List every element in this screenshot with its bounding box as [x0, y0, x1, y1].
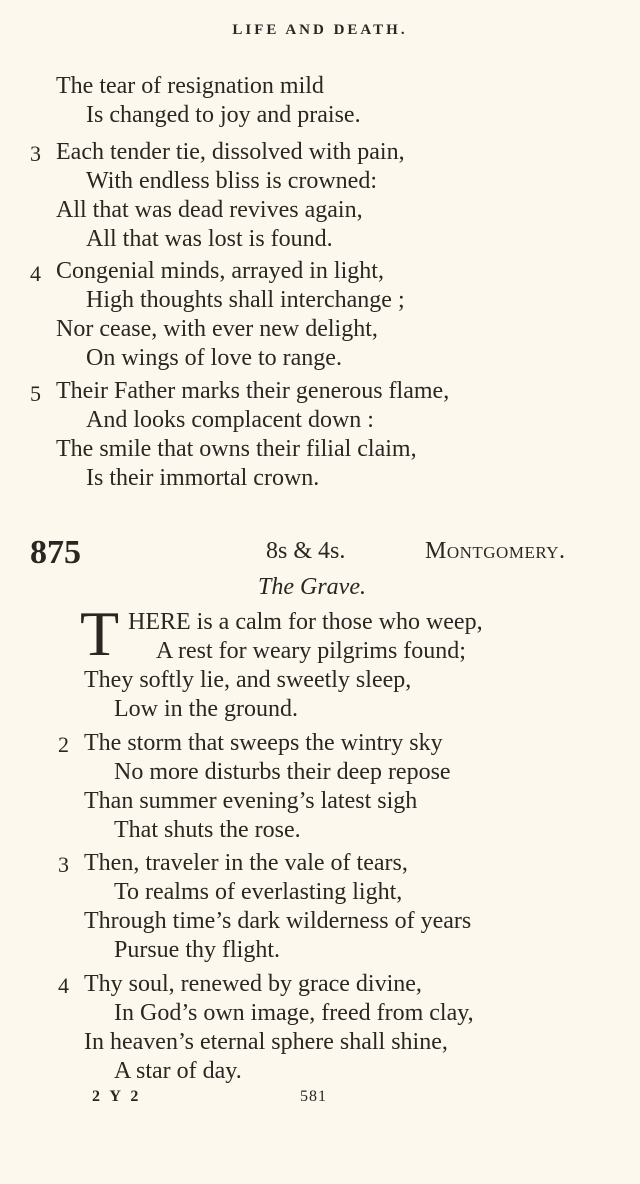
- verse-line: Is changed to joy and praise.: [86, 102, 361, 128]
- verse-line: Thy soul, renewed by grace divine,: [84, 971, 422, 997]
- verse-number: 4: [30, 261, 41, 286]
- verse-number: 3: [30, 141, 41, 166]
- verse-line: They softly lie, and sweetly sleep,: [84, 667, 412, 693]
- hymn-meter: 8s & 4s.: [266, 538, 346, 564]
- verse-number: 5: [30, 381, 41, 406]
- verse-line: Each tender tie, dissolved with pain,: [56, 139, 405, 165]
- verse-line: The tear of resignation mild: [56, 73, 324, 99]
- verse-line: Their Father marks their generous flame,: [56, 378, 450, 404]
- verse-line: Pursue thy flight.: [114, 937, 280, 963]
- verse-line: Is their immortal crown.: [86, 465, 320, 491]
- verse-line: In heaven’s eternal sphere shall shine,: [84, 1029, 448, 1055]
- verse-line: With endless bliss is crowned:: [86, 168, 377, 194]
- verse-line: Than summer evening’s latest sigh: [84, 788, 418, 814]
- verse-line: Low in the ground.: [114, 696, 298, 722]
- verse-line: In God’s own image, freed from clay,: [114, 1000, 474, 1026]
- verse-line: Nor cease, with ever new delight,: [56, 316, 378, 342]
- verse-line: To realms of everlasting light,: [114, 879, 403, 905]
- drop-cap: T: [80, 598, 120, 669]
- verse-line: All that was dead revives again,: [56, 197, 363, 223]
- hymn-subtitle: The Grave.: [258, 574, 366, 600]
- verse-number: 2: [58, 732, 69, 757]
- page-number: 581: [300, 1088, 327, 1105]
- verse-line: High thoughts shall interchange ;: [86, 287, 405, 313]
- verse-line: Through time’s dark wilderness of years: [84, 908, 472, 934]
- hymn-number: 875: [30, 534, 81, 571]
- verse-number: 4: [58, 973, 69, 998]
- verse-line: On wings of love to range.: [86, 345, 342, 371]
- hymn-tune: Montgomery.: [425, 538, 566, 564]
- verse-line: No more disturbs their deep repose: [114, 759, 451, 785]
- verse-number: 3: [58, 852, 69, 877]
- signature-mark: 2 Y 2: [92, 1088, 142, 1105]
- verse-line: HERE is a calm for those who weep,: [128, 609, 483, 635]
- verse-line: And looks complacent down :: [86, 407, 374, 433]
- verse-line: A star of day.: [114, 1058, 242, 1084]
- verse-line: The storm that sweeps the wintry sky: [84, 730, 443, 756]
- verse-line: A rest for weary pilgrims found;: [156, 638, 466, 664]
- verse-line: All that was lost is found.: [86, 226, 333, 252]
- running-head: LIFE AND DEATH.: [232, 22, 408, 38]
- verse-line: Then, traveler in the vale of tears,: [84, 850, 408, 876]
- verse-line: Congenial minds, arrayed in light,: [56, 258, 384, 284]
- verse-line: That shuts the rose.: [114, 817, 301, 843]
- verse-line: The smile that owns their filial claim,: [56, 436, 417, 462]
